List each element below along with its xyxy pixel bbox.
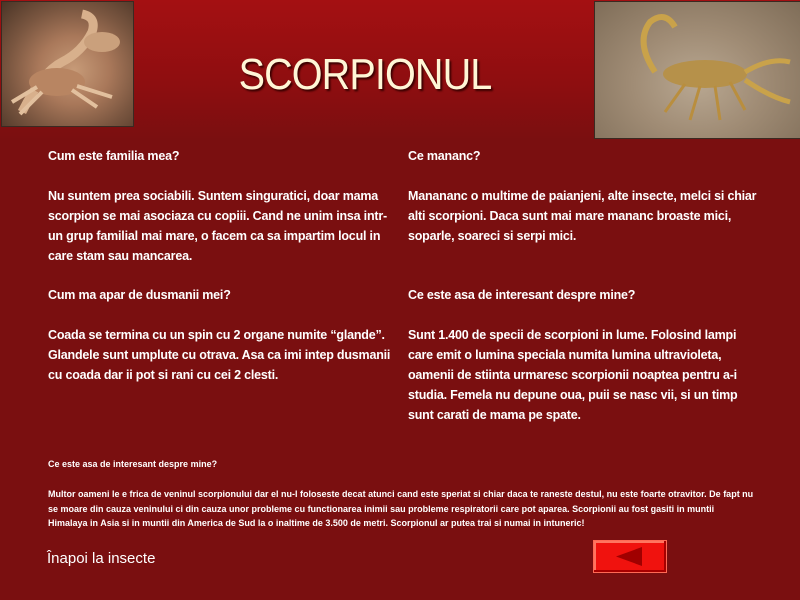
section-food <box>408 146 758 246</box>
scorpion-photo-icon <box>2 2 133 126</box>
extra-answer: Multor oameni le e frica de veninul scorpionului dar el nu-l foloseste decat atunci cand este speriat si chiar daca te raneste destul, nu este foarte otravitor. De fapt nu se moare din cauza veninului ci din cauza unor probleme cu functionarea inimii sau probleme respiratorii care pot aparea. Scorpionii au fost gasiti in muntii Himalaya in Asia si in muntii din America de Sud la o inaltime de 3.500 de metri. Scorpionul ar putea trai si numai in intuneric! <box>48 489 754 528</box>
section-answer: Sunt 1.400 de specii de scorpioni in lume. Folosind lampi care emit o lumina speciala numita lumina ultravioleta, oamenii de stiinta urmaresc scorpionii noaptea pentru a-i studia. Femela nu depune oua, puii se nasc vii, si un timp sunt carati de mama pe spate. <box>408 328 738 422</box>
section-question: Cum este familia mea? <box>48 149 180 163</box>
section-answer: Manananc o multime de paianjeni, alte insecte, melci si chiar alti scorpioni. Daca sunt mai mare mananc broaste mici, soparle, soareci si serpi mici. <box>408 189 757 243</box>
section-question: Cum ma apar de dusmanii mei? <box>48 288 231 302</box>
section-answer: Coada se termina cu un spin cu 2 organe numite “glande”. Glandele sunt umplute cu otrava. Asa ca imi intep dusmanii cu coada dar ii pot si rani cu cei 2 clesti. <box>48 328 391 382</box>
section-answer: Nu suntem prea sociabili. Suntem singuratici, doar mama scorpion se mai asociaza cu copiii. Cand ne unim insa intr-un grup familial mai mare, o facem ca sa impartim locul in care stam sau mancarea. <box>48 189 387 263</box>
section-question: Ce este asa de interesant despre mine? <box>408 288 636 302</box>
extra-question: Ce este asa de interesant despre mine? <box>48 459 218 469</box>
section-defense <box>48 285 393 385</box>
section-family <box>48 146 393 266</box>
section-question: Ce mananc? <box>408 149 481 163</box>
section-interesting <box>408 285 758 425</box>
back-button[interactable] <box>593 540 667 573</box>
left-arrow-icon <box>594 541 666 572</box>
scorpion-photo-left <box>1 1 134 127</box>
page-title: SCORPIONUL <box>238 50 492 99</box>
back-to-insects-link[interactable]: Înapoi la insecte <box>47 550 156 567</box>
scorpion-photo-right <box>594 1 800 139</box>
scorpion-photo-icon <box>595 2 800 138</box>
